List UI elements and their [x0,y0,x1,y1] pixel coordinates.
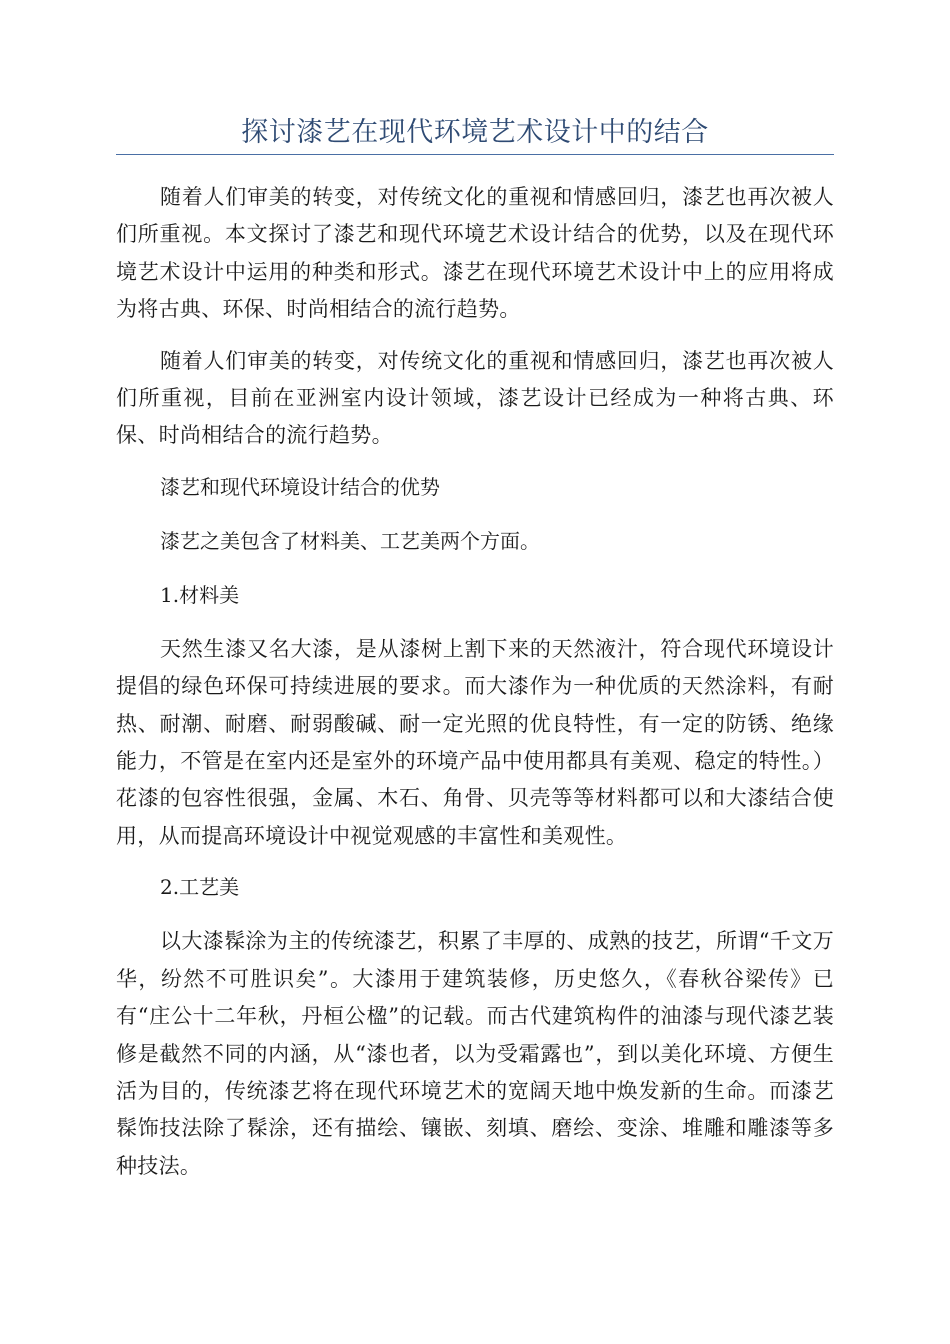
subsection-heading-material: 1.材料美 [160,582,240,607]
abstract-paragraph: 随着人们审美的转变，对传统文化的重视和情感回归，漆艺也再次被人们所重视。本文探讨了漆艺和现代环境艺术设计结合的优势，以及在现代环境艺术设计中运用的种类和形式。漆艺在现代环境艺术设计中上的应用将成为将古典、环保、时尚相结合的流行趋势。 [116,185,834,322]
subsection-heading-craft: 2.工艺美 [160,875,240,900]
material-paragraph: 天然生漆又名大漆，是从漆树上割下来的天然液汁，符合现代环境设计提倡的绿色环保可持续进展的要求。而大漆作为一种优质的天然涂料，有耐热、耐潮、耐磨、耐弱酸碱、耐一定光照的优良特性，有一定的防锈、绝缘能力，不管是在室内还是室外的环境产品中使用都具有美观、稳定的特性。）花漆的包容性很强，金属、木石、角骨、贝壳等等材料都可以和大漆结合使用，从而提高环境设计中视觉观感的丰富性和美观性。 [116,636,834,848]
title-underline [116,154,834,155]
section-summary: 漆艺之美包含了材料美、工艺美两个方面。 [160,528,540,553]
intro-paragraph: 随着人们审美的转变，对传统文化的重视和情感回归，漆艺也再次被人们所重视，目前在亚洲室内设计领域，漆艺设计已经成为一种将古典、环保、时尚相结合的流行趋势。 [116,348,834,448]
document-body [116,179,834,1185]
document-page [116,0,834,1199]
document-title: 探讨漆艺在现代环境艺术设计中的结合 [241,117,709,148]
section-heading-advantages: 漆艺和现代环境设计结合的优势 [160,474,440,499]
craft-paragraph: 以大漆髹涂为主的传统漆艺，积累了丰厚的、成熟的技艺，所谓“千文万华，纷然不可胜识矣”。大漆用于建筑装修，历史悠久，《春秋谷梁传》已有“庄公十二年秋，丹桓公楹”的记载。而古代建筑构件的油漆与现代漆艺装修是截然不同的内涵，从“漆也者，以为受霜露也”，到以美化环境、方便生活为目的，传统漆艺将在现代环境艺术的宽阔天地中焕发新的生命。而漆艺髹饰技法除了髹涂，还有描绘、镶嵌、刻填、磨绘、变涂、堆雕和雕漆等多种技法。 [116,929,834,1178]
